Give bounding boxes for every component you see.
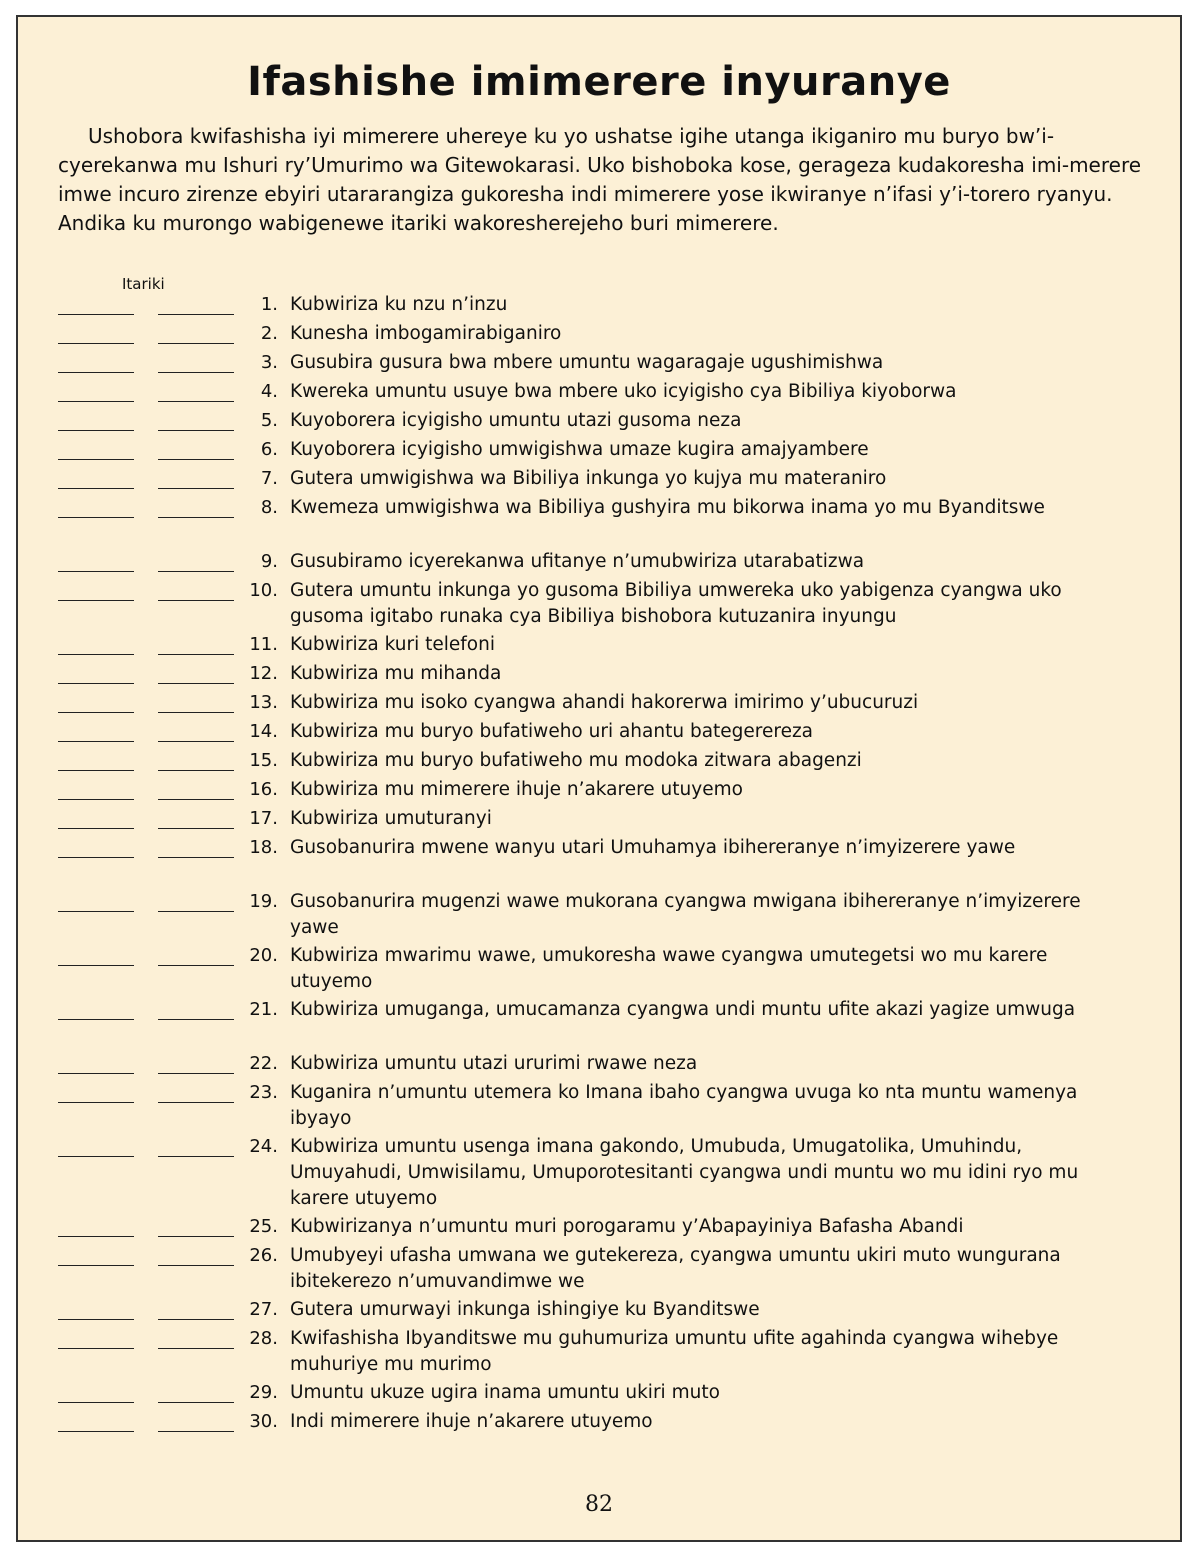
item-number: 11. xyxy=(249,634,278,655)
completion-blank[interactable] xyxy=(58,571,134,572)
list-item xyxy=(18,379,1180,408)
item-number: 12. xyxy=(249,663,278,684)
item-number: 24. xyxy=(249,1136,278,1157)
completion-blank[interactable] xyxy=(58,683,134,684)
item-number: 20. xyxy=(249,945,278,966)
list-item xyxy=(18,777,1180,806)
item-text: Kubwiriza mwarimu wawe, umukoresha wawe cyangwa umutegetsi wo mu karere utuyemo xyxy=(290,945,1048,992)
completion-blank[interactable] xyxy=(58,1102,134,1103)
date-blank[interactable] xyxy=(158,488,234,489)
item-number: 14. xyxy=(249,721,278,742)
item-number: 28. xyxy=(249,1328,278,1349)
list-item xyxy=(18,661,1180,690)
item-number: 22. xyxy=(249,1053,278,1074)
date-blank[interactable] xyxy=(158,372,234,373)
list-item xyxy=(18,806,1180,835)
completion-blank[interactable] xyxy=(58,430,134,431)
item-number: 4. xyxy=(260,381,278,402)
date-blank[interactable] xyxy=(158,770,234,771)
date-blank[interactable] xyxy=(158,1019,234,1020)
completion-blank[interactable] xyxy=(58,314,134,315)
list-item xyxy=(18,1051,1180,1080)
item-number: 8. xyxy=(260,497,278,518)
completion-blank[interactable] xyxy=(58,1156,134,1157)
item-text: Kubwiriza kuri telefoni xyxy=(290,634,495,655)
item-number: 17. xyxy=(249,808,278,829)
completion-blank[interactable] xyxy=(58,459,134,460)
date-blank[interactable] xyxy=(158,857,234,858)
list-item xyxy=(18,466,1180,495)
item-number: 27. xyxy=(249,1299,278,1320)
list-item xyxy=(18,408,1180,437)
item-text: Gusubiramo icyerekanwa ufitanye n’umubwiriza utarabatizwa xyxy=(290,551,865,572)
completion-blank[interactable] xyxy=(58,372,134,373)
list-item xyxy=(18,437,1180,466)
date-blank[interactable] xyxy=(158,1156,234,1157)
situation-list xyxy=(18,292,1180,1438)
list-item xyxy=(18,321,1180,350)
date-blank[interactable] xyxy=(158,741,234,742)
item-text: Kuyoborera icyigisho umuntu utazi gusoma neza xyxy=(290,410,742,431)
item-text: Kuganira n’umuntu utemera ko Imana ibaho cyangwa uvuga ko nta muntu wamenya ibyayo xyxy=(290,1082,1078,1129)
date-blank[interactable] xyxy=(158,828,234,829)
date-blank[interactable] xyxy=(158,654,234,655)
completion-blank[interactable] xyxy=(58,654,134,655)
page-number: 82 xyxy=(585,1492,613,1517)
list-item xyxy=(18,1409,1180,1438)
completion-blank[interactable] xyxy=(58,770,134,771)
list-item xyxy=(18,690,1180,719)
date-blank[interactable] xyxy=(158,401,234,402)
completion-blank[interactable] xyxy=(58,1019,134,1020)
list-item xyxy=(18,997,1180,1051)
date-blank[interactable] xyxy=(158,1402,234,1403)
date-blank[interactable] xyxy=(158,911,234,912)
date-blank[interactable] xyxy=(158,1073,234,1074)
item-text: Gutera umuntu inkunga yo gusoma Bibiliya umwereka uko yabigenza cyangwa uko gusoma igitabo runaka cya Bibiliya bishobora kutuzanira inyungu xyxy=(290,580,1062,627)
date-blank[interactable] xyxy=(158,1265,234,1266)
completion-blank[interactable] xyxy=(58,712,134,713)
item-number: 13. xyxy=(249,692,278,713)
date-blank[interactable] xyxy=(158,430,234,431)
item-text: Gusobanurira mugenzi wawe mukorana cyangwa mwigana ibihereranye n’imyizerere yawe xyxy=(290,891,1081,938)
item-number: 7. xyxy=(260,468,278,489)
page-title: Ifashishe imimerere inyuranye xyxy=(247,59,951,105)
completion-blank[interactable] xyxy=(58,828,134,829)
item-text: Kwemeza umwigishwa wa Bibiliya gushyira mu bikorwa inama yo mu Byanditswe xyxy=(290,497,1045,518)
item-text: Kubwiriza mu buryo bufatiweho uri ahantu bategerereza xyxy=(290,721,814,742)
date-blank[interactable] xyxy=(158,799,234,800)
item-number: 18. xyxy=(249,837,278,858)
completion-blank[interactable] xyxy=(58,517,134,518)
intro-paragraph: Ushobora kwifashisha iyi mimerere uhereye ku yo ushatse igihe utanga ikiganiro mu buryo bw’i-cyerekanwa mu Ishuri ry’Umurimo wa Gitewokarasi. Uko bishoboka kose, gerageza kudakoresha imi-merere imwe incuro zirenze ebyiri utararangiza gukoresha indi mimerere yose ikwiranye n’ifasi y’i-torero ryanyu. Andika ku murongo wabigenewe itariki wakoresherejeho buri mimerere. xyxy=(58,124,1142,235)
list-item xyxy=(18,835,1180,889)
completion-blank[interactable] xyxy=(58,1236,134,1237)
list-item xyxy=(18,350,1180,379)
item-text: Kwereka umuntu usuye bwa mbere uko icyigisho cya Bibiliya kiyoborwa xyxy=(290,381,957,402)
item-text: Kwifashisha Ibyanditswe mu guhumuriza umuntu ufite agahinda cyangwa wihebye muhuriye mu murimo xyxy=(290,1328,1059,1375)
item-number: 3. xyxy=(260,352,278,373)
list-item xyxy=(18,549,1180,578)
list-item xyxy=(18,1214,1180,1243)
item-text: Kunesha imbogamirabiganiro xyxy=(290,323,562,344)
item-text: Umuntu ukuze ugira inama umuntu ukiri muto xyxy=(290,1382,720,1403)
item-number: 21. xyxy=(249,999,278,1020)
date-blank[interactable] xyxy=(158,1102,234,1103)
list-item xyxy=(18,1080,1180,1134)
item-number: 15. xyxy=(249,750,278,771)
date-blank[interactable] xyxy=(158,712,234,713)
completion-blank[interactable] xyxy=(58,1265,134,1266)
completion-blank[interactable] xyxy=(58,1348,134,1349)
item-number: 16. xyxy=(249,779,278,800)
date-blank[interactable] xyxy=(158,600,234,601)
date-blank[interactable] xyxy=(158,1431,234,1432)
item-number: 29. xyxy=(249,1382,278,1403)
list-item xyxy=(18,719,1180,748)
date-blank[interactable] xyxy=(158,1236,234,1237)
date-blank[interactable] xyxy=(158,965,234,966)
list-item xyxy=(18,889,1180,943)
item-number: 5. xyxy=(260,410,278,431)
item-text: Gusubira gusura bwa mbere umuntu wagaragaje ugushimishwa xyxy=(290,352,884,373)
completion-blank[interactable] xyxy=(58,911,134,912)
item-text: Gusobanurira mwene wanyu utari Umuhamya ibihereranye n’imyizerere yawe xyxy=(290,837,1016,858)
date-blank[interactable] xyxy=(158,1319,234,1320)
item-text: Kubwiriza umuturanyi xyxy=(290,808,492,829)
item-number: 6. xyxy=(260,439,278,460)
date-column-label: Itariki xyxy=(122,275,165,293)
item-number: 2. xyxy=(260,323,278,344)
completion-blank[interactable] xyxy=(58,857,134,858)
completion-blank[interactable] xyxy=(58,401,134,402)
completion-blank[interactable] xyxy=(58,600,134,601)
item-number: 10. xyxy=(249,580,278,601)
item-text: Kubwiriza mu isoko cyangwa ahandi hakorerwa imirimo y’ubucuruzi xyxy=(290,692,919,713)
list-item xyxy=(18,632,1180,661)
date-blank[interactable] xyxy=(158,1348,234,1349)
list-item xyxy=(18,1134,1180,1214)
item-number: 19. xyxy=(249,891,278,912)
date-blank[interactable] xyxy=(158,571,234,572)
item-text: Kuyoborera icyigisho umwigishwa umaze kugira amajyambere xyxy=(290,439,869,460)
completion-blank[interactable] xyxy=(58,799,134,800)
completion-blank[interactable] xyxy=(58,1431,134,1432)
list-item xyxy=(18,1297,1180,1326)
date-blank[interactable] xyxy=(158,314,234,315)
item-text: Kubwiriza umuganga, umucamanza cyangwa undi muntu ufite akazi yagize umwuga xyxy=(290,999,1076,1020)
item-number: 1. xyxy=(260,294,278,315)
item-text: Kubwiriza mu mihanda xyxy=(290,663,502,684)
item-text: Kubwiriza mu mimerere ihuje n’akarere utuyemo xyxy=(290,779,743,800)
item-number: 25. xyxy=(249,1216,278,1237)
worksheet-page xyxy=(16,15,1182,1542)
item-text: Kubwiriza ku nzu n’inzu xyxy=(290,294,508,315)
completion-blank[interactable] xyxy=(58,343,134,344)
item-text: Kubwiriza umuntu utazi ururimi rwawe neza xyxy=(290,1053,698,1074)
completion-blank[interactable] xyxy=(58,965,134,966)
completion-blank[interactable] xyxy=(58,1073,134,1074)
completion-blank[interactable] xyxy=(58,1402,134,1403)
list-item xyxy=(18,943,1180,997)
item-text: Umubyeyi ufasha umwana we gutekereza, cyangwa umuntu ukiri muto wungurana ibitekerezo n’umuvandimwe we xyxy=(290,1245,1061,1292)
list-item xyxy=(18,1380,1180,1409)
item-text: Kubwiriza mu buryo bufatiweho mu modoka zitwara abagenzi xyxy=(290,750,862,771)
list-item xyxy=(18,578,1180,632)
completion-blank[interactable] xyxy=(58,741,134,742)
list-item xyxy=(18,292,1180,321)
completion-blank[interactable] xyxy=(58,1319,134,1320)
completion-blank[interactable] xyxy=(58,488,134,489)
item-number: 30. xyxy=(249,1411,278,1432)
list-item xyxy=(18,1243,1180,1297)
item-text: Kubwirizanya n’umuntu muri porogaramu y’Abapayiniya Bafasha Abandi xyxy=(290,1216,964,1237)
list-item xyxy=(18,748,1180,777)
date-blank[interactable] xyxy=(158,459,234,460)
list-item xyxy=(18,1326,1180,1380)
item-number: 26. xyxy=(249,1245,278,1266)
item-number: 9. xyxy=(260,551,278,572)
item-text: Kubwiriza umuntu usenga imana gakondo, Umubuda, Umugatolika, Umuhindu, Umuyahudi, Umwisilamu, Umuporotesitanti cyangwa undi muntu wo mu idini ryo mu karere utuyemo xyxy=(290,1136,1079,1209)
date-blank[interactable] xyxy=(158,343,234,344)
item-text: Indi mimerere ihuje n’akarere utuyemo xyxy=(290,1411,653,1432)
item-text: Gutera umurwayi inkunga ishingiye ku Byanditswe xyxy=(290,1299,760,1320)
item-number: 23. xyxy=(249,1082,278,1103)
date-blank[interactable] xyxy=(158,517,234,518)
list-item xyxy=(18,495,1180,549)
date-blank[interactable] xyxy=(158,683,234,684)
item-text: Gutera umwigishwa wa Bibiliya inkunga yo kujya mu materaniro xyxy=(290,468,887,489)
